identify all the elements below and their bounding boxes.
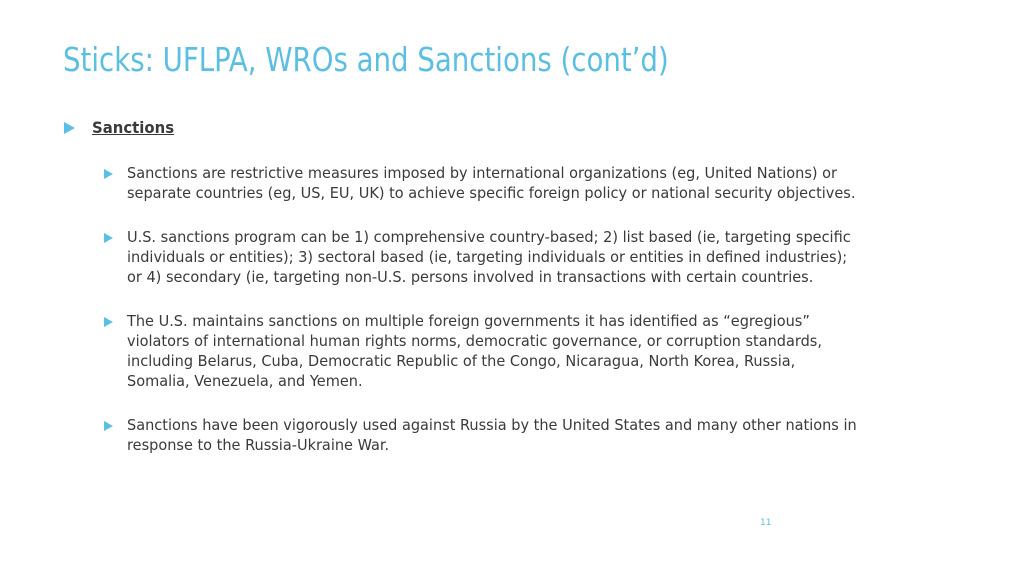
list-item — [104, 311, 904, 391]
page-number: 11 — [760, 518, 772, 528]
triangle-right-icon — [104, 233, 113, 243]
list-item — [104, 227, 904, 287]
list-item — [104, 163, 904, 203]
section-heading-row — [64, 118, 180, 137]
bullet-text: U.S. sanctions program can be 1) comprehensive country-based; 2) list based (ie, targeting specific individuals or entities); 3) sectoral based (ie, targeting individuals or entities in defined industries); or 4) secondary (ie, targeting non-U.S. persons involved in transactions with certain countries. — [127, 228, 851, 286]
triangle-right-icon — [104, 169, 113, 179]
list-item — [104, 415, 904, 455]
bullet-text: Sanctions are restrictive measures imposed by international organizations (eg, United Nations) or separate countries (eg, US, EU, UK) to achieve specific foreign policy or national security objectives. — [127, 164, 856, 202]
triangle-right-icon — [64, 122, 75, 134]
slide-title: Sticks: UFLPA, WROs and Sanctions (cont’d) — [63, 40, 669, 79]
triangle-right-icon — [104, 317, 113, 327]
section-heading: Sanctions — [92, 118, 175, 137]
bullet-text: Sanctions have been vigorously used against Russia by the United States and many other nations in response to the Russia-Ukraine War. — [127, 416, 857, 454]
bullet-list — [104, 163, 904, 479]
triangle-right-icon — [104, 421, 113, 431]
bullet-text: The U.S. maintains sanctions on multiple foreign governments it has identified as “egregious” violators of international human rights norms, democratic governance, or corruption standards, including Belarus, Cuba, Democratic Republic of the Congo, Nicaragua, North Korea, Russia, Somalia, Venezuela, and Yemen. — [127, 312, 822, 390]
